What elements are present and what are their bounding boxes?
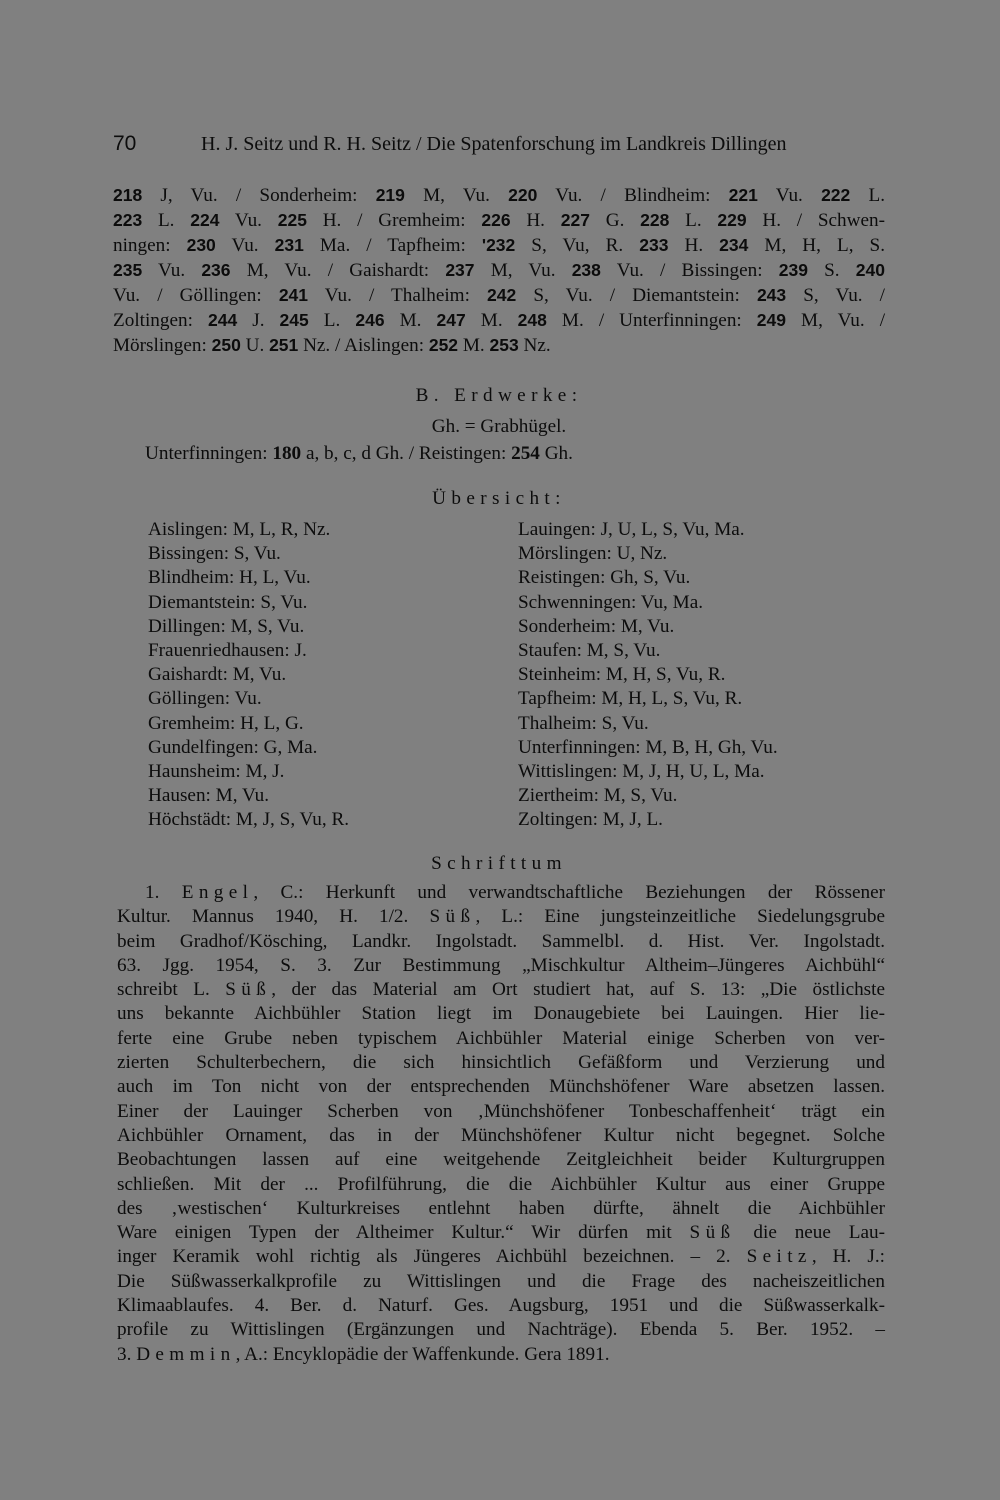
reference-line: Die Süßwasserkalkprofile zu Wittislingen und die Frage des nacheiszeitlichen [117,1270,885,1292]
overview-entry: Lauingen: J, U, L, S, Vu, Ma. [518,519,745,540]
reference-line: Kultur. Mannus 1940, H. 1/2. Süß, L.: Eine jungsteinzeitliche Siedelungsgrube [117,906,885,928]
reference-line: Beobachtungen lassen auf eine weitgehende Zeitgleichheit beider Kulturgruppen [117,1149,885,1171]
uebersicht-heading: Übersicht: [432,488,566,509]
running-title: H. J. Seitz und R. H. Seitz / Die Spatenforschung im Landkreis Dillingen [201,133,787,155]
overview-entry: Bissingen: S, Vu. [148,543,281,565]
reference-line: uns bekannte Aichbühler Station liegt im Donaugebiete bei Lauingen. Hier lie- [117,1003,885,1025]
text-line: Mörslingen: 250 U. 251 Nz. / Aislingen: 252 M. 253 Nz. [113,335,551,356]
overview-entry: Blindheim: H, L, Vu. [148,567,311,589]
overview-entry: Wittislingen: M, J, H, U, L, Ma. [518,761,765,783]
overview-entry: Tapfheim: M, H, L, S, Vu, R. [518,688,743,710]
text-line: Vu. / Göllingen: 241 Vu. / Thalheim: 242 S, Vu. / Diemantstein: 243 S, Vu. / [113,285,886,306]
abbreviation-note: Gh. = Grabhügel. [431,416,567,437]
overview-entry: Ziertheim: M, S, Vu. [518,785,678,807]
references-paragraph [117,881,885,1367]
reference-line: beim Gradhof/Kösching, Landkr. Ingolstadt. Sammelbl. d. Hist. Ver. Ingolstadt. [117,930,885,952]
erdwerke-heading: B. Erdwerke: [415,385,583,406]
overview-entry: Gaishardt: M, Vu. [148,664,287,686]
text-line: 218 J, Vu. / Sonderheim: 219 M, Vu. 220 Vu. / Blindheim: 221 Vu. 222 L. [113,185,886,206]
site-list-paragraph [113,183,885,358]
overview-entry: Hausen: M, Vu. [148,785,270,807]
overview-right-column [518,518,778,833]
reference-line: 1. Engel, C.: Herkunft und verwandtschaftliche Beziehungen der Rössener [145,882,886,903]
overview-entry: Gundelfingen: G, Ma. [148,736,318,758]
reference-line: profile zu Wittislingen (Ergänzungen und Nachträge). Ebenda 5. Ber. 1952. – [117,1319,885,1341]
reference-line: schließen. Mit der ... Profilführung, die die Aichbühler Kultur aus einer Gruppe [117,1173,885,1195]
overview-entry: Steinheim: M, H, S, Vu, R. [518,664,726,686]
reference-line: Ware einigen Typen der Altheimer Kultur.“ Wir dürfen mit Süß die neue Lau- [117,1222,885,1244]
overview-entry: Staufen: M, S, Vu. [518,640,661,662]
overview-entry: Thalheim: S, Vu. [518,712,649,734]
overview-entry: Reistingen: Gh, S, Vu. [518,567,691,589]
text-line: Zoltingen: 244 J. 245 L. 246 M. 247 M. 248 M. / Unterfinningen: 249 M, Vu. / [113,310,886,331]
page-number: 70 [113,132,137,155]
overview-entry: Mörslingen: U, Nz. [518,543,668,565]
page-header [113,132,883,156]
overview-entry: Haunsheim: M, J. [148,761,285,783]
reference-line: ferte eine Grube neben typischem Aichbühler Material einige Scherben von ver- [117,1027,885,1049]
reference-line: schreibt L. Süß, der das Material am Ort studiert hat, auf S. 13: „Die östlichste [117,979,886,1001]
overview-entry: Göllingen: Vu. [148,688,262,710]
overview-entry: Schwenningen: Vu, Ma. [518,591,704,613]
overview-entry: Höchstädt: M, J, S, Vu, R. [148,809,350,831]
overview-entry: Dillingen: M, S, Vu. [148,615,305,637]
reference-line: inger Keramik wohl richtig als Jüngeres Aichbühl bezeichnen. – 2. Seitz, H. J.: [117,1246,885,1268]
text-line: 223 L. 224 Vu. 225 H. / Gremheim: 226 H. 227 G. 228 L. 229 H. / Schwen- [113,210,886,231]
reference-line: Aichbühler Ornament, das in der Münchshöfener Kultur nicht begegnet. Solche [117,1124,885,1146]
overview-entry: Aislingen: M, L, R, Nz. [148,519,331,540]
overview-entry: Sonderheim: M, Vu. [518,615,675,637]
reference-line: Klimaablaufes. 4. Ber. d. Naturf. Ges. Augsburg, 1951 und die Süßwasserkalk- [117,1295,885,1317]
reference-line: Einer der Lauinger Scherben von ‚Münchshöfener Tonbeschaffenheit‘ trägt ein [117,1100,885,1122]
reference-line: des ‚westischen‘ Kulturkreises entlehnt haben dürfte, ähnelt die Aichbühler [117,1197,885,1219]
overview-entry: Diemantstein: S, Vu. [148,591,308,613]
reference-line: 3. Demmin, A.: Encyklopädie der Waffenkunde. Gera 1891. [117,1343,610,1365]
overview-entry: Frauenriedhausen: J. [148,640,307,662]
reference-line: zierten Schulterbechern, die sich hinsichtlich Gefäßform und Verzierung und [117,1052,885,1074]
reference-line: 63. Jgg. 1954, S. 3. Zur Bestimmung „Mischkultur Altheim–Jüngeres Aichbühl“ [117,954,885,976]
text-line: 235 Vu. 236 M, Vu. / Gaishardt: 237 M, Vu. 238 Vu. / Bissingen: 239 S. 240 [113,260,885,281]
schrifttum-heading: Schrifttum [431,853,567,874]
overview-entry: Zoltingen: M, J, L. [518,809,663,831]
reference-line: auch im Ton nicht von der entsprechenden Münchshöfener Ware absetzen lassen. [117,1076,885,1098]
overview-left-column [148,518,349,833]
text-line: ningen: 230 Vu. 231 Ma. / Tapfheim: '232 S, Vu, R. 233 H. 234 M, H, L, S. [113,235,886,256]
overview-entry: Unterfinningen: M, B, H, Gh, Vu. [518,736,778,758]
erdwerke-line: Unterfinningen: 180 a, b, c, d Gh. / Reistingen: 254 Gh. [145,443,573,464]
overview-entry: Gremheim: H, L, G. [148,712,304,734]
